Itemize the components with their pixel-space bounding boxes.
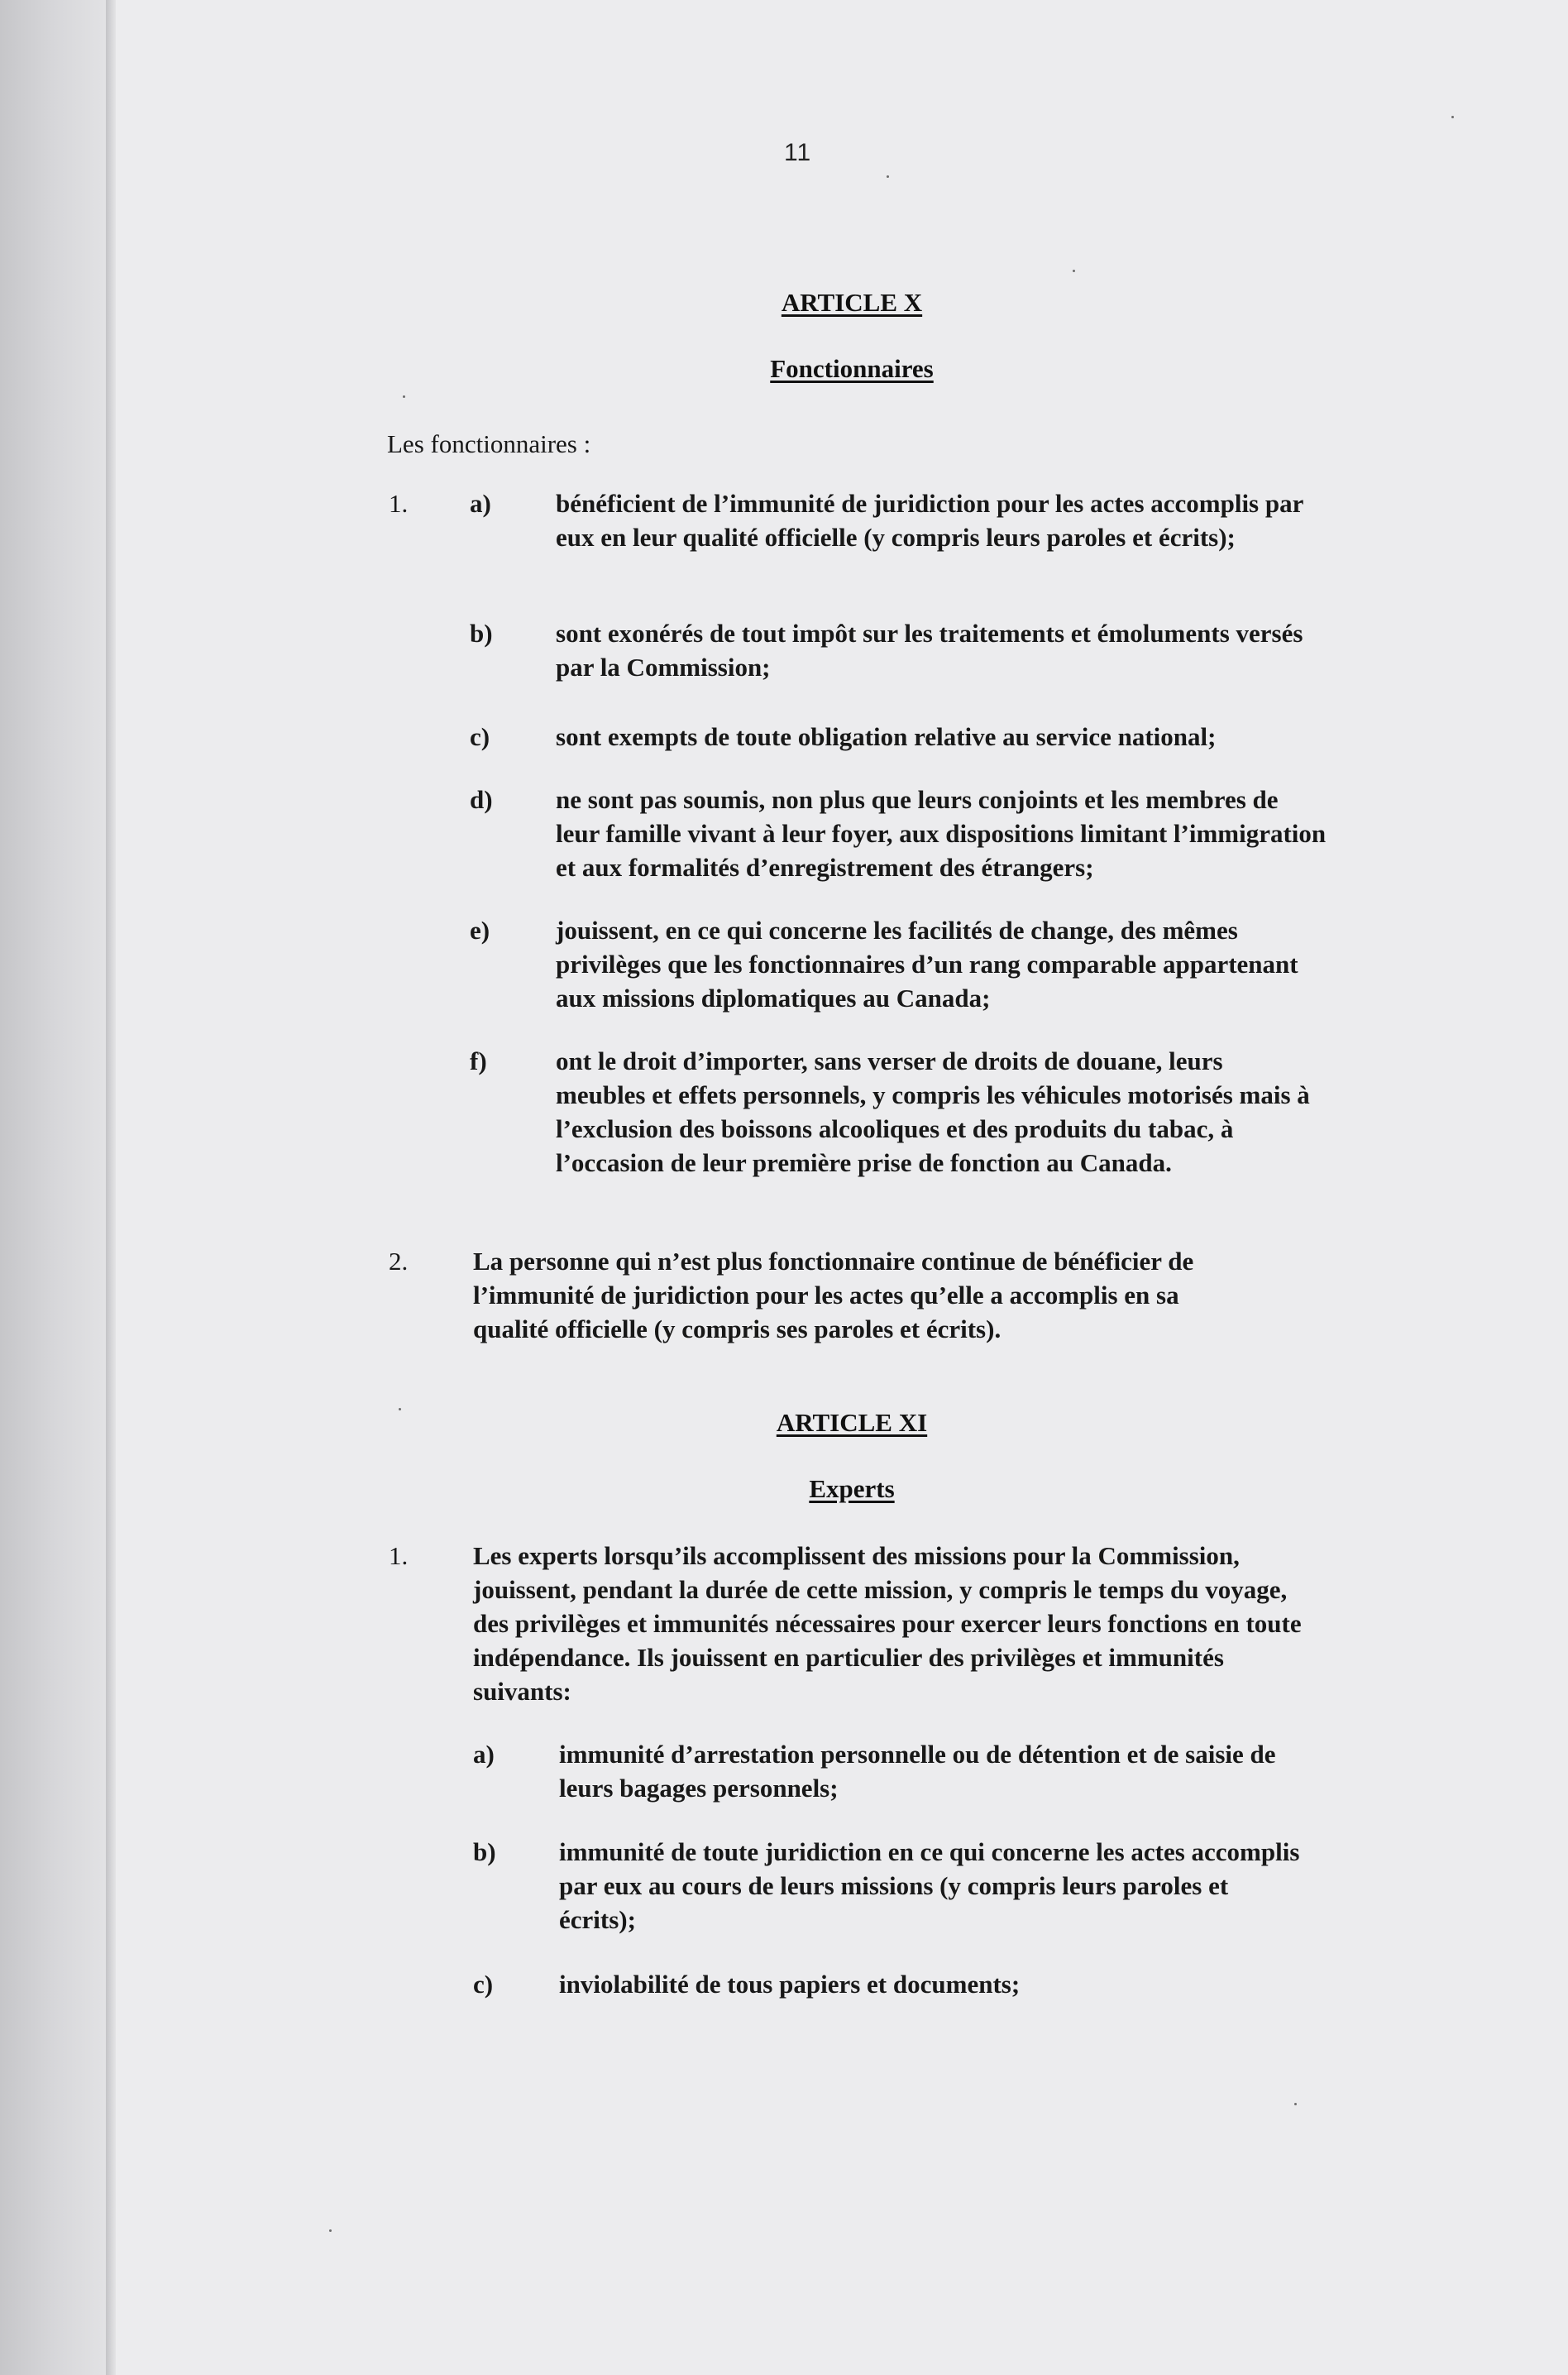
article-x-item-f: ont le droit d’importer, sans verser de droits de douane, leurs meubles et effets personnels, y compris les véhicules motorisés mais à l’exclusion des boissons alcooliques et des produits du tabac, à l’occasion de leur première prise de fonction au Canada. (556, 1046, 1310, 1177)
item-number: 1. (389, 1541, 409, 1570)
article-x-item-2: La personne qui n’est plus fonctionnaire continue de bénéficier de l’immunité de juridiction pour les actes qu’elle a accomplis en sa qualité officielle (y compris ses paroles et écrits). (473, 1247, 1194, 1343)
item-letter: c) (470, 722, 490, 751)
scan-speck (329, 2229, 332, 2232)
item-letter: b) (470, 619, 493, 648)
item-letter: e) (470, 916, 490, 945)
article-xi-heading: ARTICLE XI (776, 1408, 928, 1437)
article-xi-subheading: Experts (809, 1474, 895, 1503)
article-xi-item-b: immunité de toute juridiction en ce qui concerne les actes accomplis par eux au cours de leurs missions (y compris leurs paroles et écrits); (559, 1837, 1300, 1934)
item-letter: f) (470, 1046, 487, 1075)
item-number: 2. (389, 1247, 409, 1276)
article-x-item-e: jouissent, en ce qui concerne les facilités de change, des mêmes privilèges que les fonctionnaires d’un rang comparable appartenant aux missions diplomatiques au Canada; (556, 916, 1298, 1013)
article-xi-item-c: inviolabilité de tous papiers et documents; (559, 1970, 1021, 1999)
article-x-heading: ARTICLE X (781, 288, 923, 317)
article-x-item-a: bénéficient de l’immunité de juridiction pour les actes accomplis par eux en leur qualité officielle (y compris leurs paroles et écrits); (556, 489, 1303, 552)
item-number: 1. (389, 489, 409, 518)
item-letter: c) (473, 1970, 494, 1999)
item-letter: a) (473, 1740, 495, 1769)
item-letter: a) (470, 489, 491, 518)
article-x-item-b: sont exonérés de tout impôt sur les traitements et émoluments versés par la Commission; (556, 619, 1303, 682)
article-x-item-c: sont exempts de toute obligation relative au service national; (556, 722, 1217, 751)
page-number: 11 (784, 139, 812, 166)
article-x-item-d: ne sont pas soumis, non plus que leurs conjoints et les membres de leur famille vivant à leur foyer, aux dispositions limitant l’immigration et aux formalités d’enregistrement des étrangers; (556, 785, 1327, 882)
scan-speck (1294, 2103, 1297, 2105)
article-xi-item-1: Les experts lorsqu’ils accomplissent des missions pour la Commission, jouissent, pendant la durée de cette mission, y compris le temps du voyage, des privilèges et immunités nécessaires pour exercer leurs fonctions en toute indépendance. Ils jouissent en particulier des privilèges et immunités suivants: (473, 1541, 1302, 1706)
scan-speck (887, 175, 889, 178)
scan-speck (1451, 116, 1454, 118)
article-xi-item-a: immunité d’arrestation personnelle ou de détention et de saisie de leurs bagages personnels; (559, 1740, 1276, 1803)
item-letter: b) (473, 1837, 496, 1866)
article-x-subheading: Fonctionnaires (770, 354, 934, 383)
article-x-intro: Les fonctionnaires : (387, 429, 591, 458)
scan-speck (1073, 270, 1075, 272)
item-letter: d) (470, 785, 493, 814)
scan-speck (399, 1408, 401, 1410)
scan-speck (403, 395, 405, 398)
